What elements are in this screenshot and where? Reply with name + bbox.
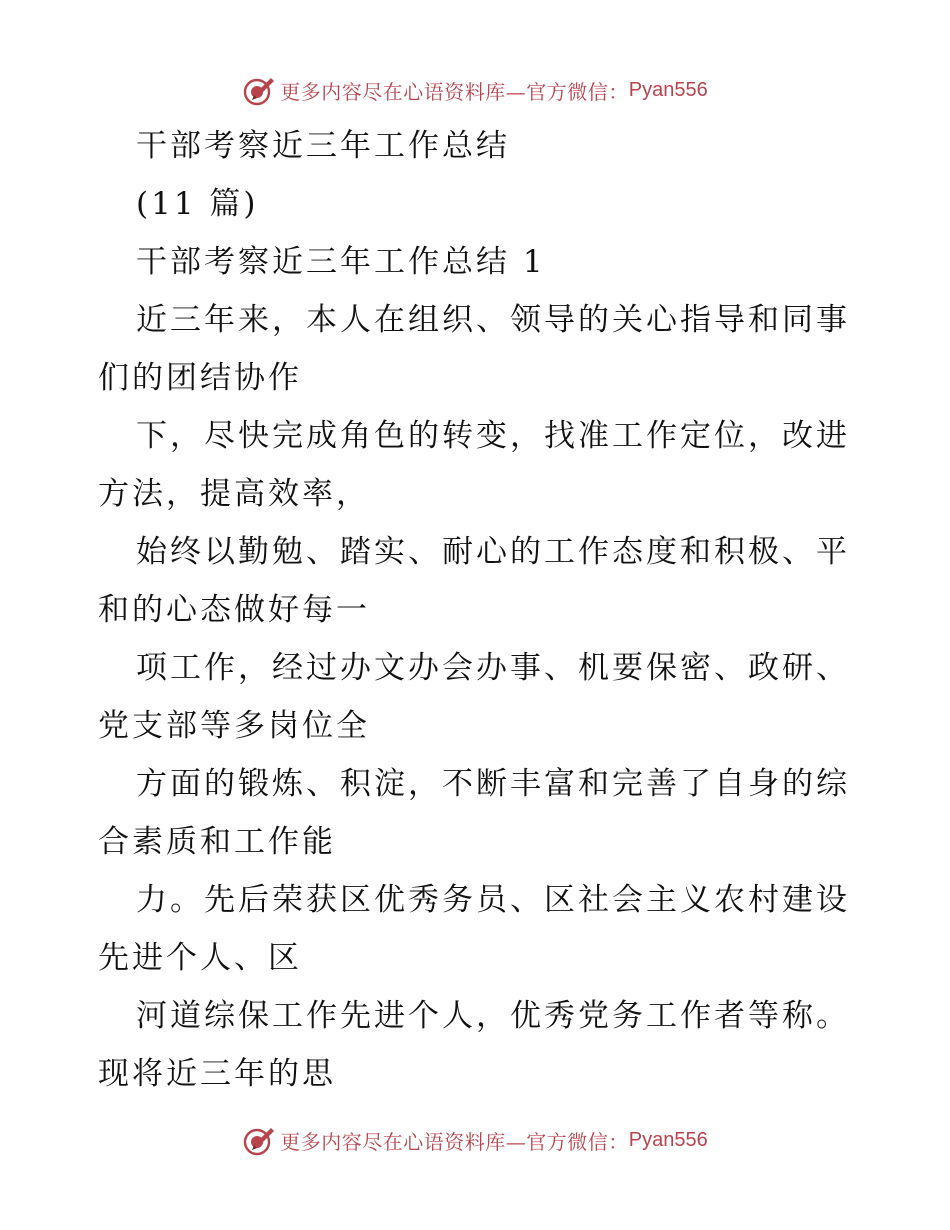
paragraph-line: 始终以勤勉、踏实、耐心的工作态度和积极、平	[136, 534, 850, 570]
paragraph-line: 现将近三年的思	[98, 1056, 336, 1092]
footer-banner-text: 更多内容尽在心语资料库—官方微信：	[280, 1129, 629, 1154]
document-subtitle: (11 篇)	[136, 186, 259, 222]
paragraph-line: 先进个人、区	[98, 940, 302, 976]
paragraph-line: 近三年来，本人在组织、领导的关心指导和同事	[136, 302, 850, 338]
footer-banner	[0, 1120, 950, 1160]
red-pen-logo-icon	[242, 1123, 276, 1157]
document-title: 干部考察近三年工作总结	[136, 128, 510, 164]
header-banner-text: 更多内容尽在心语资料库—官方微信：	[280, 79, 629, 104]
paragraph-line: 和的心态做好每一	[98, 592, 370, 628]
header-wechat-id: Pyan556	[628, 78, 708, 101]
section-heading: 干部考察近三年工作总结 1	[136, 244, 546, 280]
paragraph-line: 党支部等多岗位全	[98, 708, 370, 744]
paragraph-line: 方面的锻炼、积淀，不断丰富和完善了自身的综	[136, 766, 850, 802]
paragraph-line: 力。先后荣获区优秀务员、区社会主义农村建设	[136, 882, 850, 918]
paragraph-line: 方法，提高效率，	[98, 476, 370, 512]
header-banner	[0, 70, 950, 110]
footer-wechat-id: Pyan556	[628, 1128, 708, 1151]
paragraph-line: 合素质和工作能	[98, 824, 336, 860]
paragraph-line: 项工作，经过办文办会办事、机要保密、政研、	[136, 650, 850, 686]
paragraph-line: 下，尽快完成角色的转变，找准工作定位，改进	[136, 418, 850, 454]
paragraph-line: 们的团结协作	[98, 360, 302, 396]
paragraph-line: 河道综保工作先进个人，优秀党务工作者等称。	[136, 998, 850, 1034]
red-pen-logo-icon	[242, 73, 276, 107]
